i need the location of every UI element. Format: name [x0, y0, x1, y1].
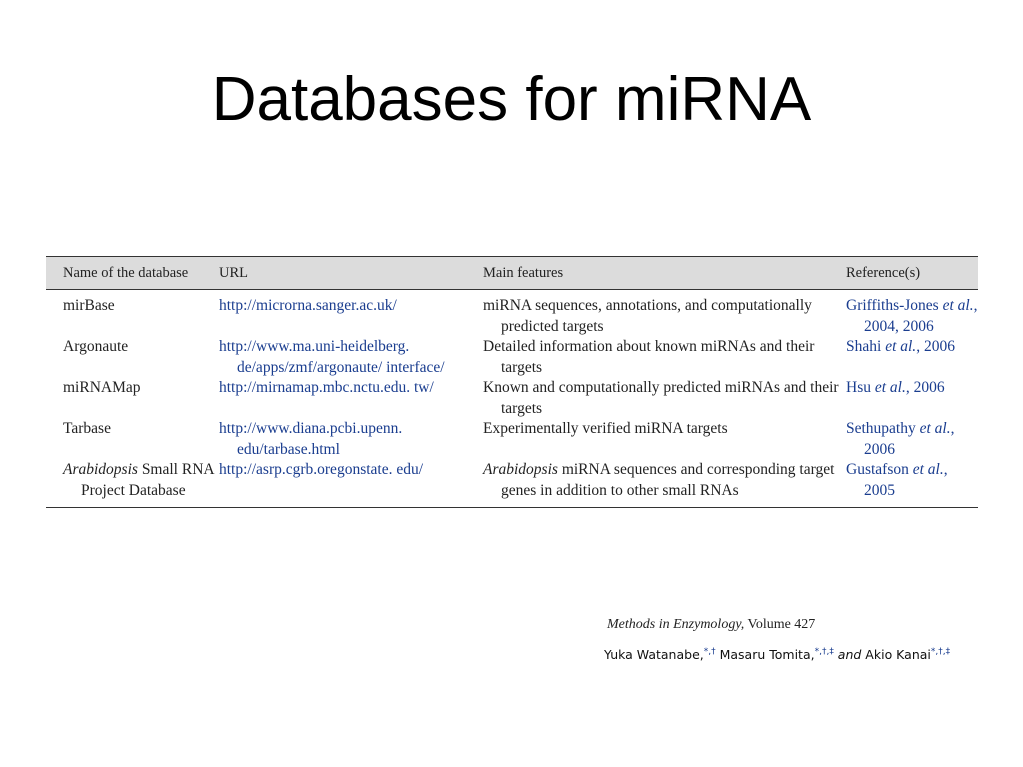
row-url-link[interactable]: http://www.ma.uni-heidelberg. de/apps/zmf/argonaute/ interface/	[219, 338, 445, 376]
row-features: Detailed information about known miRNAs and their targets	[483, 338, 815, 376]
author-1: Yuka Watanabe,	[604, 647, 704, 662]
row-reference-cell	[846, 460, 978, 508]
row-name-cell	[46, 460, 219, 508]
row-reference-cell	[846, 290, 978, 338]
ref-etal: et al.	[919, 420, 951, 437]
row-url-cell	[219, 419, 483, 460]
row-url-link[interactable]: http://mirnamap.mbc.nctu.edu. tw/	[219, 379, 434, 396]
row-features-cell	[483, 290, 846, 338]
row-name: mirBase	[63, 297, 115, 314]
row-name: Tarbase	[63, 420, 111, 437]
ref-year: , 2006	[916, 338, 955, 355]
row-features: miRNA sequences, annotations, and computationally predicted targets	[483, 297, 812, 335]
row-url-cell	[219, 290, 483, 338]
row-name-cell	[46, 378, 219, 419]
ref-author: Gustafson	[846, 461, 909, 478]
row-reference-link[interactable]	[846, 378, 978, 399]
row-reference-link[interactable]	[846, 337, 978, 358]
ref-etal: et al.	[874, 379, 906, 396]
ref-author: Shahi	[846, 338, 882, 355]
row-reference-cell	[846, 378, 978, 419]
author-2-affiliation-marks[interactable]: *,†,‡	[814, 647, 834, 657]
ref-year: , 2006	[905, 379, 945, 396]
slide-title: Databases for miRNA	[211, 65, 812, 134]
ref-year: , 2004, 2006	[864, 297, 978, 335]
row-features: Experimentally verified miRNA targets	[483, 420, 728, 437]
table-row	[46, 378, 978, 419]
row-reference-cell	[846, 337, 978, 378]
author-1-affiliation-marks[interactable]: *,†	[703, 647, 716, 657]
row-features-italic: Arabidopsis	[483, 461, 558, 478]
and-word: and	[833, 647, 862, 662]
row-url-cell	[219, 337, 483, 378]
journal-name: Methods in Enzymology,	[607, 617, 745, 632]
header-reference: Reference(s)	[846, 257, 978, 290]
row-name	[63, 460, 219, 501]
row-reference-link[interactable]	[846, 460, 978, 501]
ref-year: , 2005	[864, 461, 948, 499]
row-name-rest: Small RNA Project Database	[81, 461, 214, 499]
database-table-panel	[46, 256, 978, 508]
row-features-cell	[483, 378, 846, 419]
row-features-rest: miRNA sequences and corresponding target genes in addition to other small RNAs	[501, 461, 835, 499]
journal-citation	[607, 615, 815, 635]
table-row	[46, 419, 978, 460]
ref-etal: et al.	[942, 297, 974, 314]
table-row	[46, 460, 978, 508]
header-features: Main features	[483, 257, 846, 290]
database-table	[46, 256, 978, 508]
ref-etal: et al.	[912, 461, 944, 478]
row-features-cell	[483, 337, 846, 378]
row-features	[483, 460, 846, 501]
row-url-link[interactable]: http://www.diana.pcbi.upenn. edu/tarbase.html	[219, 420, 403, 458]
ref-author: Griffiths-Jones	[846, 297, 939, 314]
row-url-link[interactable]: http://microrna.sanger.ac.uk/	[219, 297, 397, 314]
row-features-cell	[483, 419, 846, 460]
ref-author: Hsu	[846, 379, 871, 396]
row-url-cell	[219, 460, 483, 508]
row-name-cell	[46, 337, 219, 378]
row-features-cell	[483, 460, 846, 508]
row-name: miRNAMap	[63, 379, 141, 396]
row-url-link[interactable]: http://asrp.cgrb.oregonstate. edu/	[219, 461, 424, 478]
row-reference-link[interactable]	[846, 296, 978, 337]
author-3-affiliation-marks[interactable]: *,†,‡	[930, 647, 951, 657]
row-name: Argonaute	[63, 338, 129, 355]
ref-year: , 2006	[864, 420, 955, 458]
row-reference-link[interactable]	[846, 419, 978, 460]
ref-author: Sethupathy	[846, 420, 916, 437]
journal-volume: Volume 427	[744, 617, 816, 632]
row-features: Known and computationally predicted miRNAs and their targets	[483, 379, 839, 417]
row-name-cell	[46, 419, 219, 460]
header-name: Name of the database	[46, 257, 219, 290]
row-name-italic: Arabidopsis	[63, 461, 138, 478]
row-url-cell	[219, 378, 483, 419]
author-2: Masaru Tomita,	[715, 647, 815, 662]
table-row	[46, 290, 978, 338]
row-name-cell	[46, 290, 219, 338]
author-line	[604, 645, 950, 665]
author-3: Akio Kanai	[861, 647, 931, 662]
row-reference-cell	[846, 419, 978, 460]
ref-etal: et al.	[885, 338, 917, 355]
table-header-row	[46, 257, 978, 290]
table-row	[46, 337, 978, 378]
header-url: URL	[219, 257, 483, 290]
